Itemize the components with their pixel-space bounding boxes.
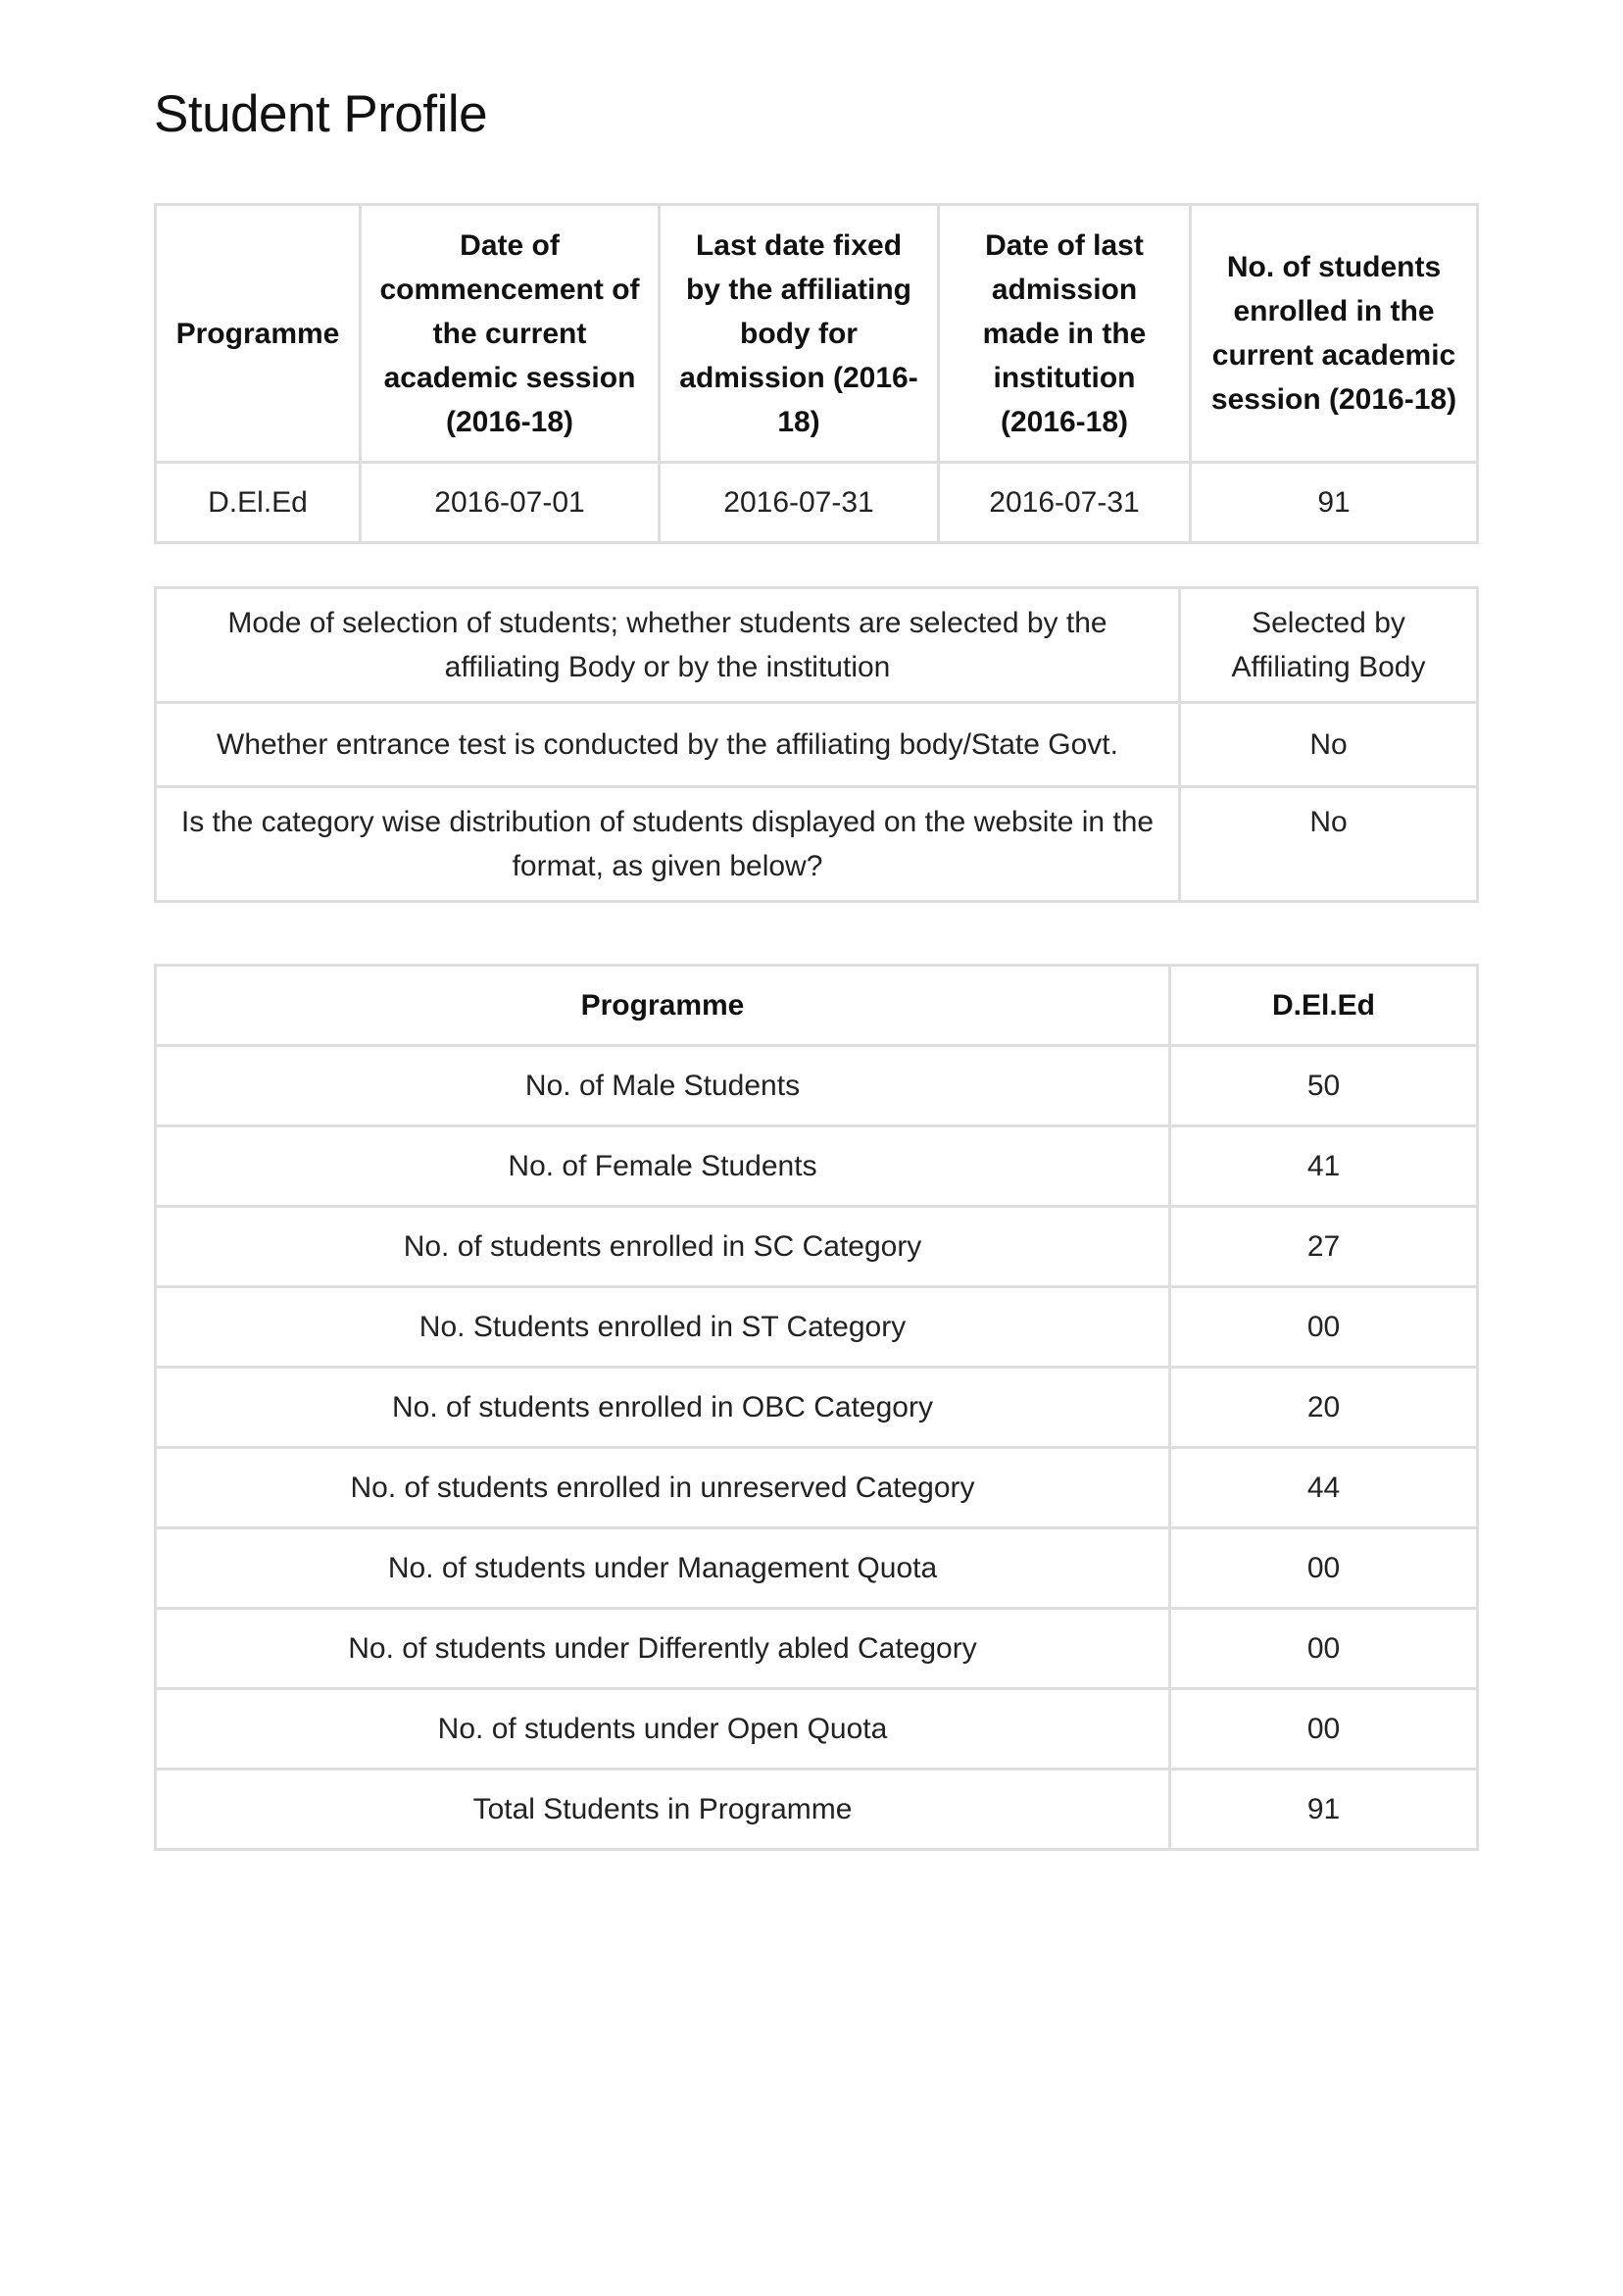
cell-last-date-fixed: 2016-07-31 bbox=[660, 463, 939, 543]
header-deled: D.El.Ed bbox=[1170, 966, 1478, 1046]
row-value: 41 bbox=[1170, 1126, 1478, 1207]
table-row bbox=[156, 1046, 1478, 1126]
row-label: Total Students in Programme bbox=[156, 1770, 1170, 1850]
cell-last-admission-date: 2016-07-31 bbox=[939, 463, 1191, 543]
row-label: No. of Male Students bbox=[156, 1046, 1170, 1126]
header-students-enrolled: No. of students enrolled in the current academic session (2016-18) bbox=[1191, 205, 1478, 463]
header-commencement-date: Date of commencement of the current academic session (2016-18) bbox=[361, 205, 660, 463]
table-row bbox=[156, 588, 1478, 703]
row-value: 27 bbox=[1170, 1207, 1478, 1287]
table-row bbox=[156, 1448, 1478, 1528]
row-value: 00 bbox=[1170, 1287, 1478, 1368]
table-row bbox=[156, 1126, 1478, 1207]
row-label: No. of students under Differently abled Category bbox=[156, 1609, 1170, 1689]
table-header-row bbox=[156, 205, 1478, 463]
session-table bbox=[154, 203, 1479, 544]
row-label: No. of Female Students bbox=[156, 1126, 1170, 1207]
page-title: Student Profile bbox=[154, 85, 488, 143]
answer-cell: No bbox=[1180, 787, 1478, 902]
question-cell: Whether entrance test is conducted by the affiliating body/State Govt. bbox=[156, 703, 1180, 787]
cell-programme: D.El.Ed bbox=[156, 463, 361, 543]
row-label: No. of students enrolled in unreserved Category bbox=[156, 1448, 1170, 1528]
cell-commencement-date: 2016-07-01 bbox=[361, 463, 660, 543]
table-row bbox=[156, 1609, 1478, 1689]
row-value: 44 bbox=[1170, 1448, 1478, 1528]
row-label: No. of students under Management Quota bbox=[156, 1528, 1170, 1609]
selection-table bbox=[154, 586, 1479, 903]
row-value: 00 bbox=[1170, 1689, 1478, 1770]
row-label: No. Students enrolled in ST Category bbox=[156, 1287, 1170, 1368]
table-row bbox=[156, 1207, 1478, 1287]
row-value: 50 bbox=[1170, 1046, 1478, 1126]
header-last-date-fixed: Last date fixed by the affiliating body for admission (2016-18) bbox=[660, 205, 939, 463]
header-programme: Programme bbox=[156, 205, 361, 463]
header-last-admission-date: Date of last admission made in the institution (2016-18) bbox=[939, 205, 1191, 463]
table-row bbox=[156, 1770, 1478, 1850]
table-row bbox=[156, 1287, 1478, 1368]
table-header-row bbox=[156, 966, 1478, 1046]
table-row bbox=[156, 1528, 1478, 1609]
table-row bbox=[156, 1368, 1478, 1448]
row-label: No. of students enrolled in OBC Category bbox=[156, 1368, 1170, 1448]
cell-students-enrolled: 91 bbox=[1191, 463, 1478, 543]
question-cell: Mode of selection of students; whether students are selected by the affiliating Body or by the institution bbox=[156, 588, 1180, 703]
row-label: No. of students enrolled in SC Category bbox=[156, 1207, 1170, 1287]
table-row bbox=[156, 463, 1478, 543]
row-label: No. of students under Open Quota bbox=[156, 1689, 1170, 1770]
table-row bbox=[156, 787, 1478, 902]
row-value: 00 bbox=[1170, 1528, 1478, 1609]
row-value: 91 bbox=[1170, 1770, 1478, 1850]
row-value: 00 bbox=[1170, 1609, 1478, 1689]
distribution-table bbox=[154, 964, 1479, 1851]
header-programme: Programme bbox=[156, 966, 1170, 1046]
row-value: 20 bbox=[1170, 1368, 1478, 1448]
answer-cell: No bbox=[1180, 703, 1478, 787]
answer-cell: Selected by Affiliating Body bbox=[1180, 588, 1478, 703]
question-cell: Is the category wise distribution of students displayed on the website in the format, as given below? bbox=[156, 787, 1180, 902]
table-row bbox=[156, 703, 1478, 787]
table-row bbox=[156, 1689, 1478, 1770]
